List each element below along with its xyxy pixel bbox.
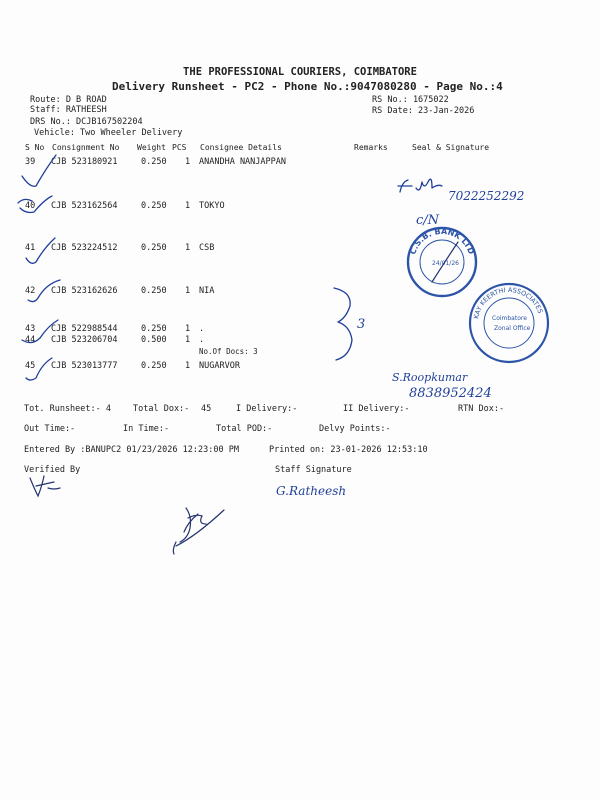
row-pcs: 1	[185, 361, 191, 371]
row-weight: 0.250	[141, 286, 167, 296]
row-consignment: CJB 523162626	[51, 286, 118, 296]
row-pcs: 1	[185, 335, 191, 345]
row-consignee: .	[199, 324, 205, 334]
no-of-docs: No.Of Docs: 3	[199, 347, 258, 356]
staff-signature-label: Staff Signature	[275, 465, 352, 475]
col-sno: S No	[25, 143, 45, 152]
row-consignment: CJB 523162564	[51, 201, 118, 211]
handwritten-cn: c/N	[416, 213, 440, 228]
row-pcs: 1	[185, 324, 191, 334]
center-signature	[173, 508, 224, 554]
drs-no: DRS No.: DCJB167502204	[30, 117, 143, 127]
row-pcs: 1	[185, 243, 191, 253]
total-pod: Total POD:-	[216, 424, 273, 434]
row-pcs: 1	[185, 201, 191, 211]
row-pcs: 1	[185, 157, 191, 167]
row-weight: 0.500	[141, 335, 167, 345]
rs-date: RS Date: 23-Jan-2026	[372, 106, 475, 116]
svg-text:C.S.B. BANK LTD: C.S.B. BANK LTD	[408, 226, 476, 256]
row-pcs: 1	[185, 286, 191, 296]
row-consignment: CJB 523206704	[51, 335, 118, 345]
rtn-dox: RTN Dox:-	[458, 404, 505, 414]
staff: Staff: RATHEESH	[30, 105, 107, 115]
handwritten-name: S.Roopkumar	[392, 371, 468, 384]
total-dox-value: 45	[201, 404, 212, 414]
entered-by: Entered By :BANUPC2 01/23/2026 12:23:00 PM	[24, 445, 239, 455]
tick-mark	[28, 280, 60, 302]
route: Route: D B ROAD	[30, 95, 107, 105]
row-weight: 0.250	[141, 157, 167, 167]
row-consignee: CSB	[199, 243, 215, 253]
delvy-points: Delvy Points:-	[319, 424, 391, 434]
svg-text:Zonal Office: Zonal Office	[494, 325, 531, 332]
brace-mark	[334, 288, 352, 360]
row-sno: 40	[25, 201, 36, 211]
out-time: Out Time:-	[24, 424, 76, 434]
row-sno: 39	[25, 157, 36, 167]
i-delivery: I Delivery:-	[236, 404, 298, 414]
row-weight: 0.250	[141, 201, 167, 211]
row-consignment: CJB 522988544	[51, 324, 118, 334]
col-consignment: Consignment No	[52, 143, 120, 152]
row-consignee: TOKYO	[199, 201, 225, 211]
row-sno: 43	[25, 324, 36, 334]
row-sno: 45	[25, 361, 36, 371]
vehicle: Vehicle: Two Wheeler Delivery	[34, 128, 183, 138]
company-title: THE PROFESSIONAL COURIERS, COIMBATORE	[183, 66, 417, 78]
runsheet-title: Delivery Runsheet - PC2 - Phone No.:9047080280 - Page No.:4	[112, 80, 503, 93]
col-consignee: Consignee Details	[200, 143, 282, 152]
company-stamp	[470, 284, 548, 362]
col-seal: Seal & Signature	[412, 143, 490, 152]
tick-mark	[18, 196, 52, 213]
row-consignee: .	[199, 335, 205, 345]
tick-mark	[26, 358, 52, 380]
total-dox-label: Total Dox:-	[133, 404, 190, 414]
csb-stamp	[408, 227, 476, 296]
row-sno: 42	[25, 286, 36, 296]
handwritten-phone-2: 8838952424	[409, 386, 492, 401]
tick-mark	[22, 320, 58, 343]
row-consignee: ANANDHA NANJAPPAN	[199, 157, 286, 167]
verified-signature	[30, 476, 60, 496]
signature	[398, 179, 442, 192]
staff-handwritten-signature: G.Ratheesh	[276, 484, 347, 498]
printed-on: Printed on: 23-01-2026 12:53:10	[269, 445, 428, 455]
row-weight: 0.250	[141, 243, 167, 253]
row-weight: 0.250	[141, 324, 167, 334]
col-weight: Weight	[137, 143, 166, 152]
svg-text:24/01/26: 24/01/26	[432, 260, 459, 267]
svg-text:Coimbatore: Coimbatore	[492, 315, 527, 322]
row-consignment: CJB 523224512	[51, 243, 118, 253]
row-weight: 0.250	[141, 361, 167, 371]
rs-no: RS No.: 1675022	[372, 95, 449, 105]
tot-runsheet: Tot. Runsheet:- 4	[24, 404, 111, 414]
tick-mark	[22, 155, 56, 186]
handwritten-phone-1: 7022252292	[448, 189, 525, 203]
row-consignee: NUGARVOR	[199, 361, 240, 371]
row-consignment: CJB 523180921	[51, 157, 118, 167]
verified-by: Verified By	[24, 465, 81, 475]
row-consignee: NIA	[199, 286, 215, 296]
handwritten-three: 3	[357, 317, 366, 332]
row-consignment: CJB 523013777	[51, 361, 118, 371]
tick-mark	[26, 238, 55, 263]
col-remarks: Remarks	[354, 143, 388, 152]
in-time: In Time:-	[123, 424, 170, 434]
row-sno: 44	[25, 335, 36, 345]
svg-text:KAY KEERTHI ASSOCIATES: KAY KEERTHI ASSOCIATES	[472, 285, 545, 320]
ii-delivery: II Delivery:-	[343, 404, 410, 414]
row-sno: 41	[25, 243, 36, 253]
col-pcs: PCS	[172, 143, 187, 152]
